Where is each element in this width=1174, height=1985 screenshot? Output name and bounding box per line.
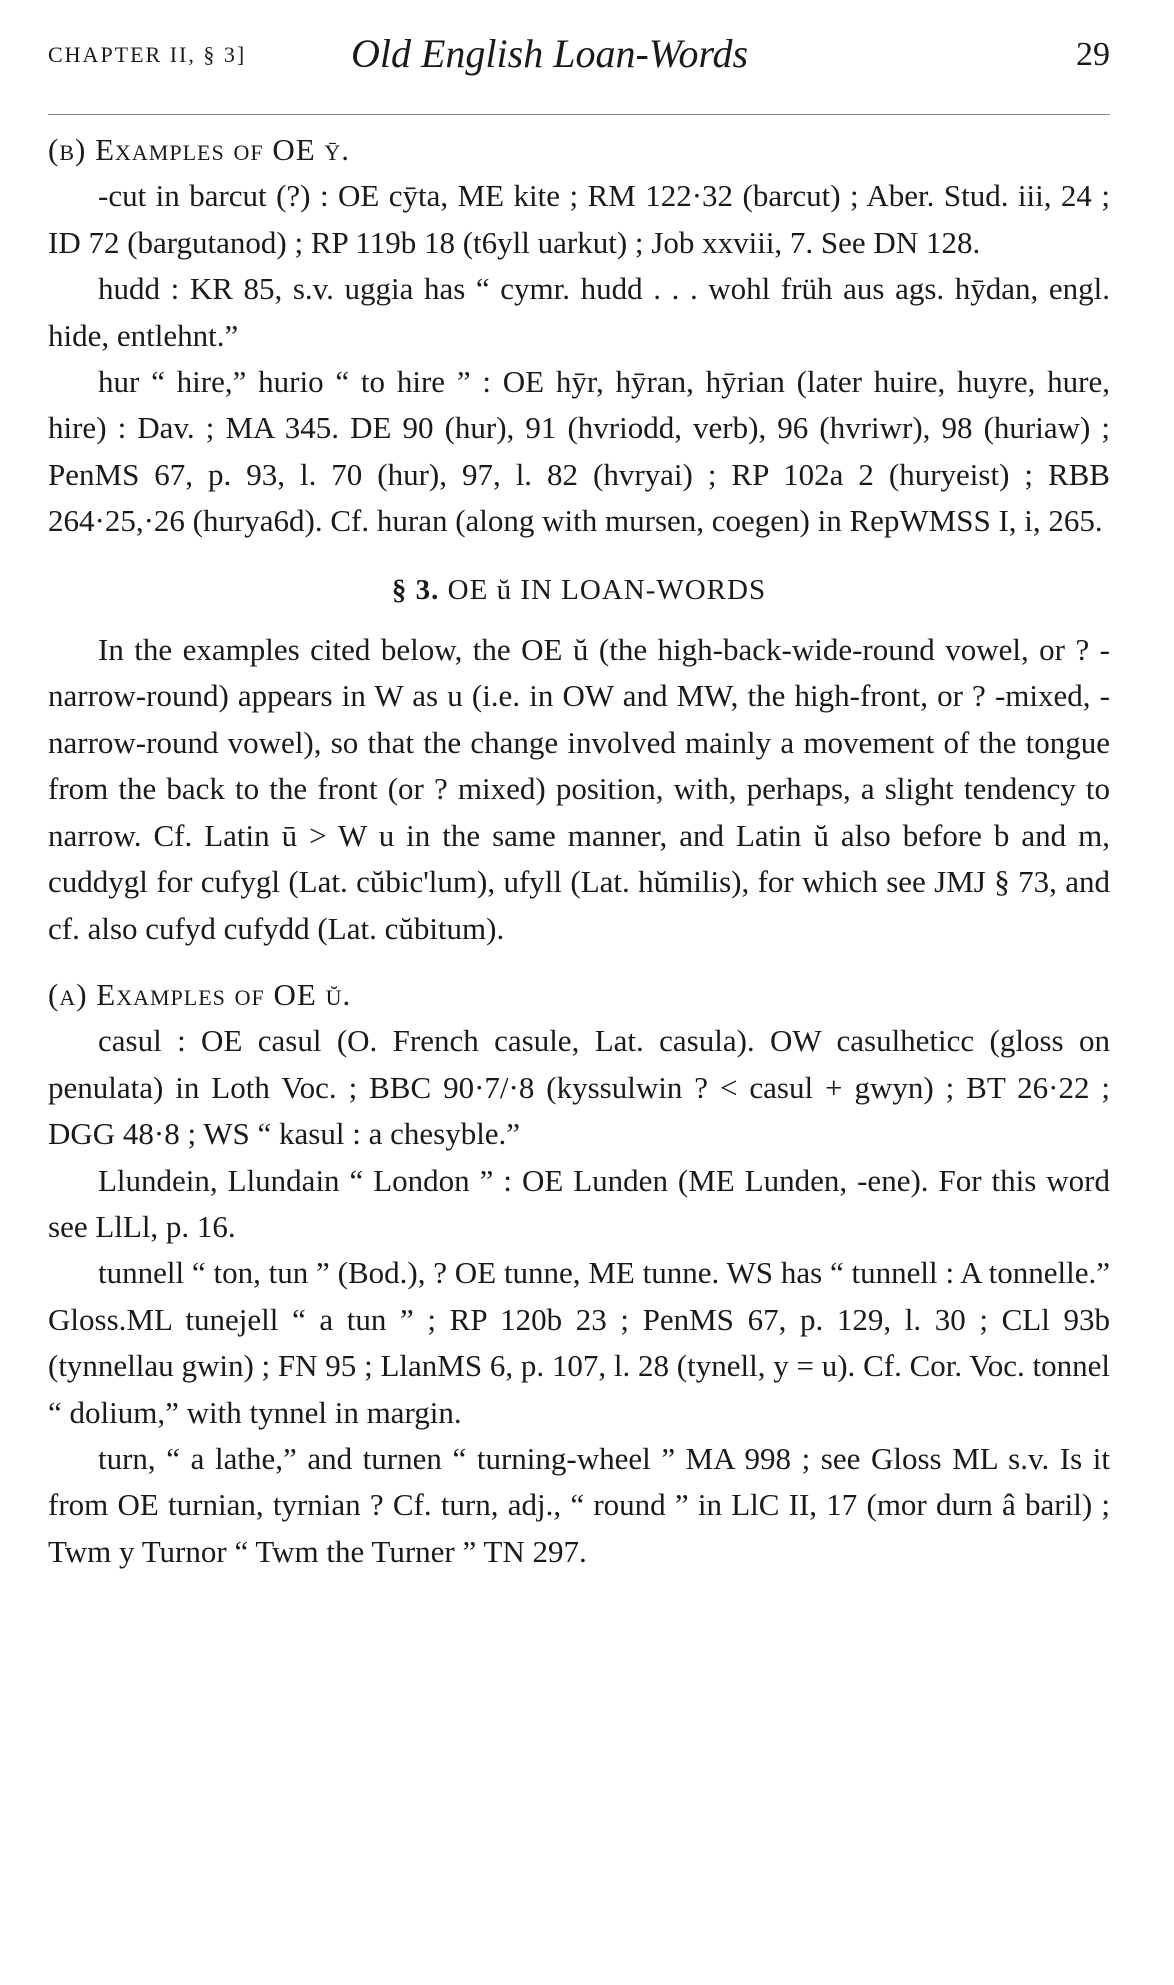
running-head bbox=[48, 30, 1110, 86]
entry-tunnell: tunnell “ ton, tun ” (Bod.), ? OE tunne, ME tunne. WS has “ tunnell : A tonnelle.” Gloss.ML tunejell “ a tun ” ; RP 120b 23 ; PenMS 67, p. 129, l. 30 ; CLl 93b (tynnellau gwin) ; FN 95 ; LlanMS 6, p. 107, l. 28 (tynell, y = u). Cf. Cor. Voc. tonnel “ dolium,” with tynnel in margin. bbox=[48, 1255, 1110, 1430]
section-intro: In the examples cited below, the OE ŭ (the high-back-wide-round vowel, or ? -narrow-round) appears in W as u (i.e. in OW and MW, the high-front, or ? -mixed, -narrow-round vowel), so that the change involved mainly a movement of the tongue from the back to the front (or ? mixed) position, with, perhaps, a slight tendency to narrow. Cf. Latin ū > W u in the same manner, and Latin ŭ also before b and m, cuddygl for cufygl (Lat. cŭbic'lum), ufyll (Lat. hŭmilis), for which see JMJ § 73, and cf. also cufyd cufydd (Lat. cŭbitum). bbox=[48, 632, 1110, 946]
page bbox=[48, 30, 1110, 1575]
entry-llundein: Llundein, Llundain “ London ” : OE Lunden (ME Lunden, -ene). For this word see LlLl, p. 16. bbox=[48, 1162, 1110, 1244]
entry-cut: -cut in barcut (?) : OE cȳta, ME kite ; RM 122·32 (barcut) ; Aber. Stud. iii, 24 ; ID 72 (bargutanod) ; RP 119b 18 (t6yll uarkut) ; Job xxviii, 7. See DN 128. bbox=[48, 178, 1110, 260]
running-title: Old English Loan-Words bbox=[351, 31, 749, 76]
header-rule bbox=[48, 114, 1110, 115]
entry-hur: hur “ hire,” hurio “ to hire ” : OE hȳr, hȳran, hȳrian (later huire, huyre, hure, hire) : Dav. ; MA 345. DE 90 (hur), 91 (hvriodd, verb), 96 (hvriwr), 98 (huriaw) ; PenMS 67, p. 93, l. 70 (hur), 97, l. 82 (hvryai) ; RP 102a 2 (huryeist) ; RBB 264·25,·26 (hurya6d). Cf. huran (along with mursen, coegen) in RepWMSS I, i, 265. bbox=[48, 364, 1110, 539]
entry-casul: casul : OE casul (O. French casule, Lat. casula). OW casulheticc (gloss on penulata) in Loth Voc. ; BBC 90·7/·8 (kyssulwin ? < casul + gwyn) ; BT 26·22 ; DGG 48·8 ; WS “ kasul : a chesyble.” bbox=[48, 1023, 1110, 1152]
subsection-a-heading: (a) Examples of OE ŭ. bbox=[48, 976, 352, 1012]
chapter-label: CHAPTER II, § 3] bbox=[48, 42, 247, 67]
subsection-b-heading: (b) Examples of OE ȳ. bbox=[48, 132, 351, 167]
section-title: OE ŭ IN LOAN-WORDS bbox=[447, 573, 767, 606]
page-number: 29 bbox=[1076, 36, 1110, 73]
entry-turn: turn, “ a lathe,” and turnen “ turning-wheel ” MA 998 ; see Gloss ML s.v. Is it from OE turnian, tyrnian ? Cf. turn, adj., “ round ” in LlC II, 17 (mor durn â baril) ; Twm y Turnor “ Twm the Turner ” TN 297. bbox=[48, 1440, 1110, 1569]
body-text bbox=[48, 127, 1110, 1575]
section-heading bbox=[48, 567, 1110, 613]
entry-hudd: hudd : KR 85, s.v. uggia has “ cymr. hudd . . . wohl früh aus ags. hȳdan, engl. hide, entlehnt.” bbox=[48, 271, 1110, 353]
spacer bbox=[48, 952, 1110, 972]
section-number: § 3. bbox=[391, 573, 440, 606]
